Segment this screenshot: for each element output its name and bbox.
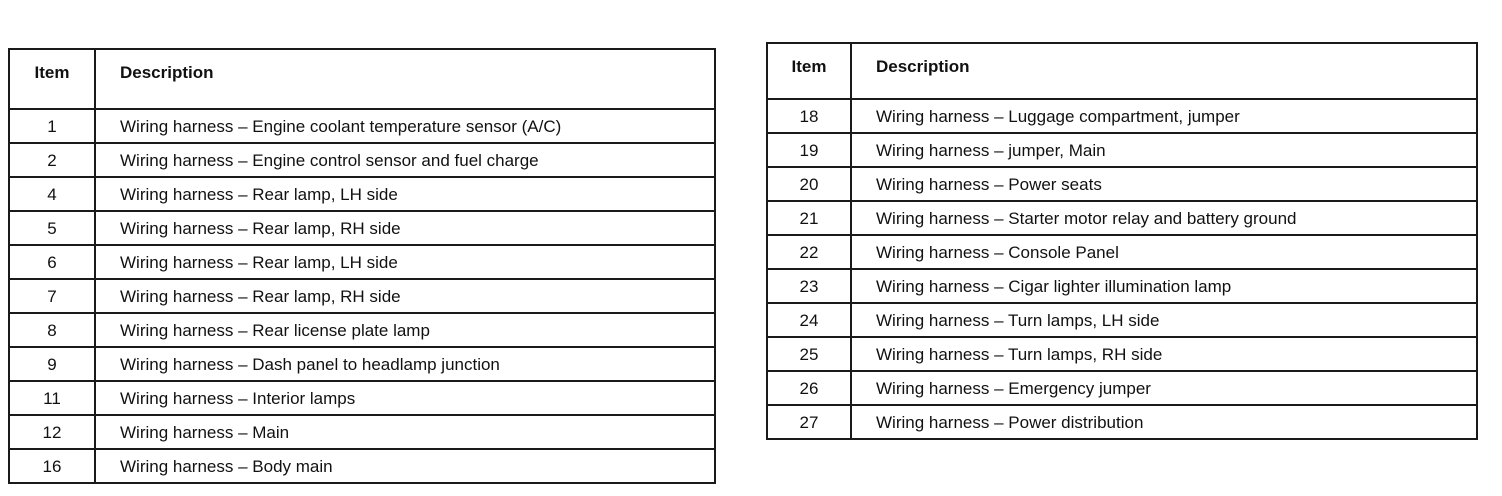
item-description: Wiring harness – Power distribution: [851, 405, 1477, 439]
description-column-header: Description: [851, 43, 1477, 99]
item-number: 11: [9, 381, 95, 415]
item-description: Wiring harness – Rear lamp, RH side: [95, 279, 715, 313]
item-number: 24: [767, 303, 851, 337]
table-header-row: [767, 43, 1477, 99]
table-row: [9, 245, 715, 279]
table-row: [9, 143, 715, 177]
table-header-row: [9, 49, 715, 109]
table-row: [767, 167, 1477, 201]
table-row: [9, 109, 715, 143]
item-number: 4: [9, 177, 95, 211]
item-description: Wiring harness – Turn lamps, LH side: [851, 303, 1477, 337]
table-row: [9, 279, 715, 313]
table-row: [767, 201, 1477, 235]
item-description: Wiring harness – Body main: [95, 449, 715, 483]
table-row: [9, 347, 715, 381]
item-number: 27: [767, 405, 851, 439]
item-description: Wiring harness – jumper, Main: [851, 133, 1477, 167]
table-row: [9, 449, 715, 483]
item-description: Wiring harness – Engine control sensor and fuel charge: [95, 143, 715, 177]
table-row: [767, 337, 1477, 371]
item-number: 6: [9, 245, 95, 279]
item-column-header: Item: [767, 43, 851, 99]
table-row: [767, 269, 1477, 303]
item-description: Wiring harness – Rear license plate lamp: [95, 313, 715, 347]
table-row: [767, 133, 1477, 167]
item-description: Wiring harness – Dash panel to headlamp junction: [95, 347, 715, 381]
item-number: 5: [9, 211, 95, 245]
item-number: 22: [767, 235, 851, 269]
table-row: [9, 211, 715, 245]
item-description: Wiring harness – Main: [95, 415, 715, 449]
table-row: [767, 235, 1477, 269]
item-number: 7: [9, 279, 95, 313]
table-row: [767, 405, 1477, 439]
item-number: 19: [767, 133, 851, 167]
item-description: Wiring harness – Emergency jumper: [851, 371, 1477, 405]
item-description: Wiring harness – Starter motor relay and battery ground: [851, 201, 1477, 235]
table-row: [9, 177, 715, 211]
item-number: 8: [9, 313, 95, 347]
item-description: Wiring harness – Turn lamps, RH side: [851, 337, 1477, 371]
item-number: 26: [767, 371, 851, 405]
left-legend-table: [8, 48, 716, 484]
item-number: 9: [9, 347, 95, 381]
table-row: [9, 415, 715, 449]
item-number: 1: [9, 109, 95, 143]
table-row: [767, 371, 1477, 405]
item-number: 23: [767, 269, 851, 303]
item-number: 12: [9, 415, 95, 449]
table-row: [767, 303, 1477, 337]
item-number: 21: [767, 201, 851, 235]
item-number: 25: [767, 337, 851, 371]
item-number: 20: [767, 167, 851, 201]
item-column-header: Item: [9, 49, 95, 109]
item-description: Wiring harness – Rear lamp, LH side: [95, 177, 715, 211]
item-description: Wiring harness – Rear lamp, RH side: [95, 211, 715, 245]
table-row: [9, 313, 715, 347]
item-description: Wiring harness – Rear lamp, LH side: [95, 245, 715, 279]
item-description: Wiring harness – Interior lamps: [95, 381, 715, 415]
description-column-header: Description: [95, 49, 715, 109]
item-description: Wiring harness – Engine coolant temperature sensor (A/C): [95, 109, 715, 143]
item-number: 16: [9, 449, 95, 483]
item-description: Wiring harness – Luggage compartment, jumper: [851, 99, 1477, 133]
item-number: 18: [767, 99, 851, 133]
item-description: Wiring harness – Power seats: [851, 167, 1477, 201]
item-description: Wiring harness – Cigar lighter illumination lamp: [851, 269, 1477, 303]
table-row: [767, 99, 1477, 133]
item-number: 2: [9, 143, 95, 177]
item-description: Wiring harness – Console Panel: [851, 235, 1477, 269]
right-legend-table: [766, 42, 1478, 440]
table-row: [9, 381, 715, 415]
